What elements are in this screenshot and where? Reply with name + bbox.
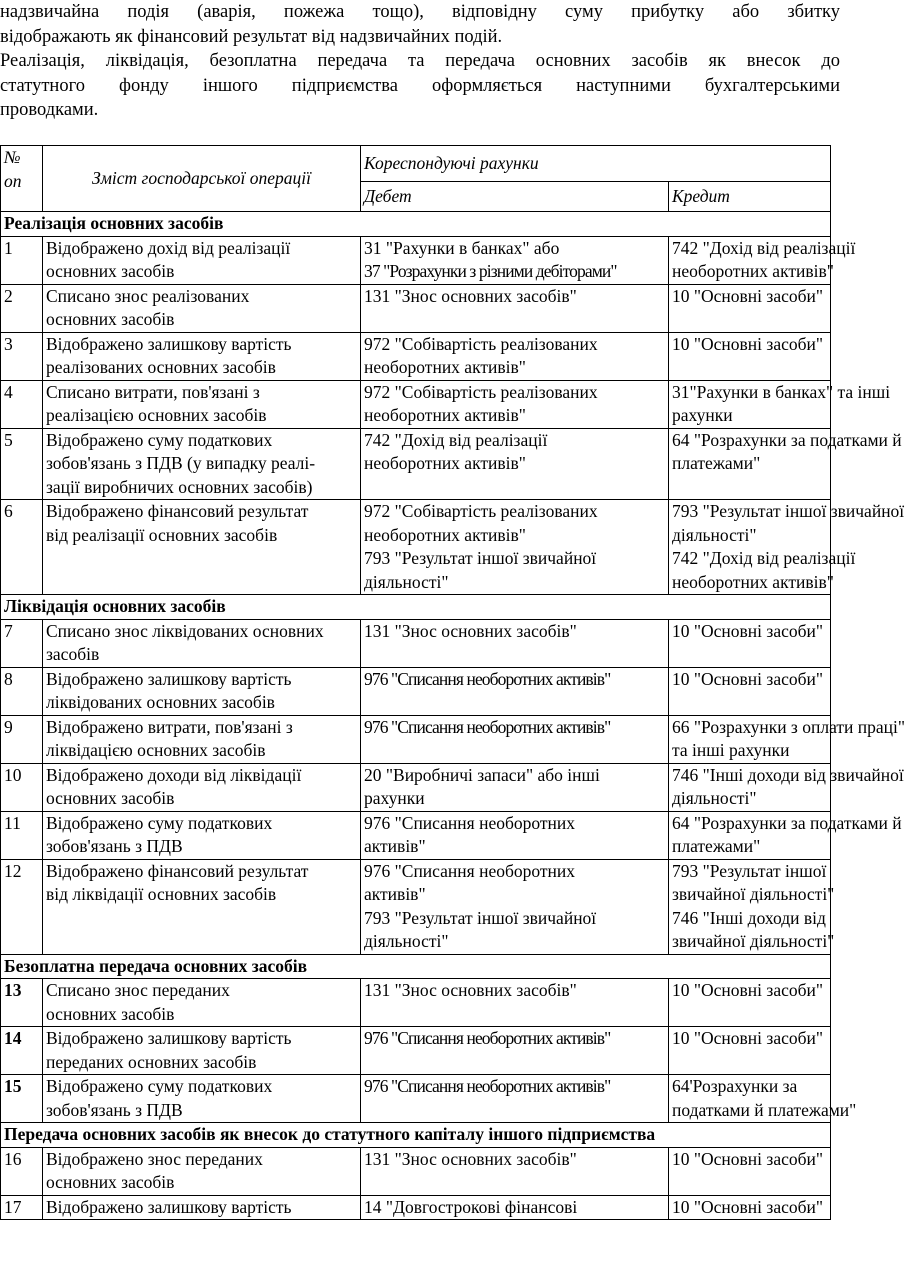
section-title: Реалізація основних засобів xyxy=(1,212,831,237)
row-number: 11 xyxy=(1,811,43,859)
section-title: Безоплатна передача основних засобів xyxy=(1,954,831,979)
table-row xyxy=(1,859,831,954)
intro-line: надзвичайна подія (аварія, пожежа тощо), відповідну суму прибутку або збитку xyxy=(0,2,840,22)
section-title: Ліквідація основних засобів xyxy=(1,595,831,620)
row-number: 7 xyxy=(1,619,43,667)
credit-account: 10 "Основні засоби" xyxy=(669,667,831,715)
debit-account: 976 "Списання необоротних активів" 793 "Результат іншої звичайної діяльності" xyxy=(361,859,669,954)
table-row xyxy=(1,667,831,715)
credit-account: 64 "Розрахунки за податками й платежами" xyxy=(669,428,831,500)
header-debit: Дебет xyxy=(361,182,669,212)
operation-content: Відображено залишкову вартість xyxy=(43,1195,361,1220)
credit-account: 10 "Основні засоби" xyxy=(669,1027,831,1075)
paragraph-line: Реалізація, ліквідація, безоплатна передача та передача основних засобів як внесок до xyxy=(0,51,840,71)
row-number: 4 xyxy=(1,380,43,428)
credit-account: 742 "Дохід від реалізації необоротних активів" xyxy=(669,236,831,284)
debit-account: 972 "Собівартість реалізованих необоротних активів" xyxy=(361,380,669,428)
debit-account: 976 "Списання необоротних активів" xyxy=(361,1075,669,1123)
credit-account: 793 "Результат іншої звичайної діяльності" 746 "Інші доходи від звичайної діяльності" xyxy=(669,859,831,954)
debit-account: 31 "Рахунки в банках" або 37 "Розрахунки з різними дебіторами" xyxy=(361,236,669,284)
header-number: № оп xyxy=(1,146,43,212)
credit-account: 64 "Розрахунки за податками й платежами" xyxy=(669,811,831,859)
section-row xyxy=(1,1123,831,1148)
operation-content: Відображено фінансовий результат від ліквідації основних засобів xyxy=(43,859,361,954)
operation-content: Відображено залишкову вартість ліквідованих основних засобів xyxy=(43,667,361,715)
row-number: 2 xyxy=(1,284,43,332)
credit-account: 10 "Основні засоби" xyxy=(669,1147,831,1195)
row-number: 8 xyxy=(1,667,43,715)
credit-account: 64'Розрахунки за податками й платежами" xyxy=(669,1075,831,1123)
operation-content: Списано знос переданих основних засобів xyxy=(43,979,361,1027)
table-row xyxy=(1,332,831,380)
header-content: Зміст господарської операції xyxy=(43,146,361,212)
row-number: 3 xyxy=(1,332,43,380)
table-row xyxy=(1,811,831,859)
row-number: 10 xyxy=(1,763,43,811)
operation-content: Відображено залишкову вартість реалізованих основних засобів xyxy=(43,332,361,380)
table-body xyxy=(1,212,905,1220)
intro-paragraph xyxy=(0,0,840,49)
table-row xyxy=(1,236,831,284)
credit-account: 10 "Основні засоби" xyxy=(669,332,831,380)
debit-account: 976 "Списання необоротних активів" xyxy=(361,1027,669,1075)
row-number: 9 xyxy=(1,715,43,763)
debit-account: 972 "Собівартість реалізованих необоротних активів" 793 "Результат іншої звичайної діяльності" xyxy=(361,500,669,595)
credit-account: 10 "Основні засоби" xyxy=(669,619,831,667)
row-number: 17 xyxy=(1,1195,43,1220)
debit-account: 976 "Списання необоротних активів" xyxy=(361,667,669,715)
credit-account: 10 "Основні засоби" xyxy=(669,1195,831,1220)
table-row xyxy=(1,715,831,763)
operation-content: Відображено суму податкових зобов'язань з ПДВ xyxy=(43,811,361,859)
table-row xyxy=(1,1027,831,1075)
operation-content: Списано знос ліквідованих основних засобів xyxy=(43,619,361,667)
table-row xyxy=(1,979,831,1027)
table-row xyxy=(1,1075,831,1123)
operation-content: Відображено суму податкових зобов'язань з ПДВ (у випадку реалі- зації виробничих основних засобів) xyxy=(43,428,361,500)
paragraph-line: проводками. xyxy=(0,100,99,120)
operation-content: Списано знос реалізованих основних засобів xyxy=(43,284,361,332)
debit-account: 976 "Списання необоротних активів" xyxy=(361,715,669,763)
row-number: 12 xyxy=(1,859,43,954)
section-row xyxy=(1,212,831,237)
debit-account: 14 "Довгострокові фінансові xyxy=(361,1195,669,1220)
operation-content: Відображено доходи від ліквідації основних засобів xyxy=(43,763,361,811)
row-number: 14 xyxy=(1,1027,43,1075)
credit-account: 746 "Інші доходи від звичайної діяльності" xyxy=(669,763,831,811)
table-row xyxy=(1,1147,831,1195)
debit-account: 20 "Виробничі запаси" або інші рахунки xyxy=(361,763,669,811)
operation-content: Відображено залишкову вартість переданих основних засобів xyxy=(43,1027,361,1075)
debit-account: 131 "Знос основних засобів" xyxy=(361,1147,669,1195)
paragraph-line: статутного фонду іншого підприємства оформляється наступними бухгалтерськими xyxy=(0,75,840,96)
operation-content: Списано витрати, пов'язані з реалізацією основних засобів xyxy=(43,380,361,428)
row-number: 15 xyxy=(1,1075,43,1123)
accounting-entries-paragraph xyxy=(0,49,840,123)
debit-account: 976 "Списання необоротних активів" xyxy=(361,811,669,859)
row-number: 5 xyxy=(1,428,43,500)
section-row xyxy=(1,954,831,979)
table-row xyxy=(1,1195,831,1220)
row-number: 1 xyxy=(1,236,43,284)
debit-account: 972 "Собівартість реалізованих необоротних активів" xyxy=(361,332,669,380)
row-number: 13 xyxy=(1,979,43,1027)
credit-account: 10 "Основні засоби" xyxy=(669,979,831,1027)
debit-account: 131 "Знос основних засобів" xyxy=(361,284,669,332)
row-number: 16 xyxy=(1,1147,43,1195)
credit-account: 31"Рахунки в банках" та інші рахунки xyxy=(669,380,831,428)
section-row xyxy=(1,595,831,620)
table-row xyxy=(1,428,831,500)
intro-line: відображають як фінансовий результат від надзвичайних подій. xyxy=(0,26,503,47)
table-row xyxy=(1,500,831,595)
credit-account: 793 "Результат іншої звичайної діяльності" 742 "Дохід від реалізації необоротних активів" xyxy=(669,500,831,595)
section-title: Передача основних засобів як внесок до статутного капіталу іншого підприємства xyxy=(1,1123,831,1148)
header-corresponding-accounts: Кореспондуючі рахунки xyxy=(361,146,831,182)
operation-content: Відображено витрати, пов'язані з ліквідацією основних засобів xyxy=(43,715,361,763)
operation-content: Відображено знос переданих основних засобів xyxy=(43,1147,361,1195)
debit-account: 131 "Знос основних засобів" xyxy=(361,979,669,1027)
table-row xyxy=(1,763,831,811)
operation-content: Відображено дохід від реалізації основних засобів xyxy=(43,236,361,284)
row-number: 6 xyxy=(1,500,43,595)
table-row xyxy=(1,619,831,667)
operation-content: Відображено фінансовий результат від реалізації основних засобів xyxy=(43,500,361,595)
accounting-entries-table xyxy=(0,145,905,1220)
operation-content: Відображено суму податкових зобов'язань з ПДВ xyxy=(43,1075,361,1123)
debit-account: 742 "Дохід від реалізації необоротних активів" xyxy=(361,428,669,500)
credit-account: 66 "Розрахунки з оплати праці" та інші рахунки xyxy=(669,715,831,763)
header-credit: Кредит xyxy=(669,182,831,212)
debit-account: 131 "Знос основних засобів" xyxy=(361,619,669,667)
table-row xyxy=(1,380,831,428)
table-row xyxy=(1,284,831,332)
credit-account: 10 "Основні засоби" xyxy=(669,284,831,332)
